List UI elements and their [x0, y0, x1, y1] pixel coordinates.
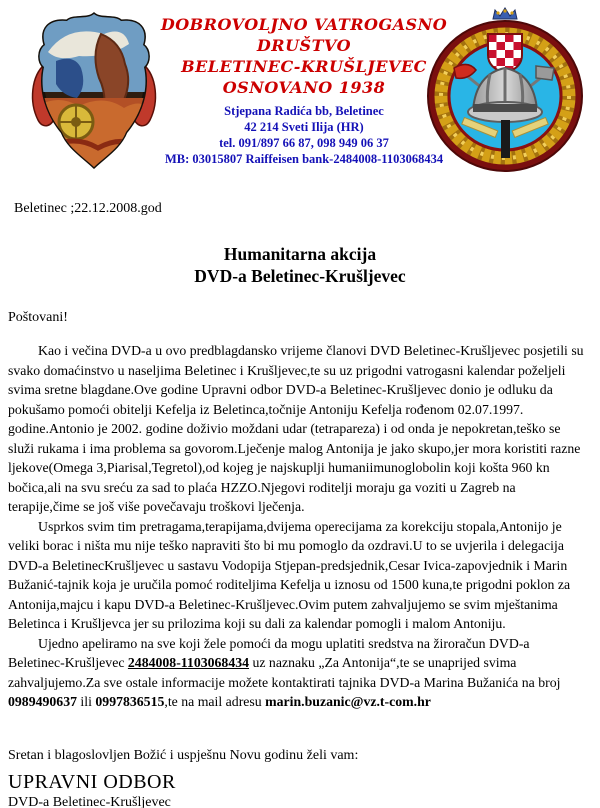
fire-brigade-crest-icon: [28, 6, 160, 174]
title-line-1: Humanitarna akcija: [223, 244, 377, 264]
appeal-text-1: Ujedno apeliramo na sve koji žele pomoći da mogu uplatiti sredstva na žiroračun DVD-a Beletinec-Krušljevec: [8, 635, 530, 670]
contact-email: marin.buzanic@vz.t-com.hr: [265, 694, 431, 709]
paragraph-donation-appeal: [8, 634, 586, 712]
bank-account-number: 2484008-1103068434: [127, 655, 250, 670]
closing-greeting: Sretan i blagoslovljen Božić i uspješnu Novu godinu želi vam:: [8, 747, 359, 763]
paragraph-calendar-visit: Kao i večina DVD-a u ovo predblagdansko vrijeme članovi DVD Beletinec-Krušljevec posjetili su svako domaćinstvo u naseljima Beletinec i Krušljevec,te su uz prigodni vatrogasni kalendar poželjeli svima sretne blagdane.Ove godine Upravni odbor DVD-a Beletinec-Krušljevec donio je odluku da pokušamo pomoći obitelji Kefelja iz Beletinca,točnije Antoniju Kefelja rođenom 02.07.1997. godine.Antonio je 2002. godine doživio moždani udar (tetrapareza) i od onda je nepokretan,teško se služi rukama i ima problema sa govorom.Lječenje malog Antonija je jako skupo,jer mora koristiti razne ljekove(Omega 3,Piarisal,Tegretol),od kojeg je najskuplji humaniimunoglobolin koji košta 960 kn bočica,ali na svu sreću za sad to plaća HZZO.Njegovi roditelji moraju ga voziti u Zagreb na terapije,čime se još više povečavaju troškovi lječenja.: [8, 343, 584, 514]
letter-title: [0, 243, 600, 287]
phone-line: tel. 091/897 66 87, 098 949 06 37: [219, 136, 389, 150]
contact-phone-2: 0997836515: [95, 694, 165, 709]
appeal-text-3: ili: [76, 694, 96, 709]
right-badge-emblem: [424, 6, 586, 174]
city-address: 42 214 Sveti Ilija (HR): [244, 120, 364, 134]
appeal-text-2: uz naznaku „Za Antonija“,te se unaprijed svima zahvaljujemo.Za sve ostale informacije možete kontaktirati tajnika DVD-a Marina Bužanića na broj: [8, 655, 561, 690]
org-name-line-1: DOBROVOLJNO VATROGASNO: [160, 15, 448, 34]
title-line-2: DVD-a Beletinec-Krušljevec: [194, 266, 406, 286]
letterhead: [0, 0, 600, 178]
org-block: [158, 14, 450, 167]
street-address: Stjepana Radića bb, Beletinec: [224, 104, 384, 118]
signature-board: UPRAVNI ODBOR: [8, 770, 176, 793]
appeal-text-4: ,te na mail adresu: [164, 694, 266, 709]
letter-body: [8, 341, 586, 712]
address-block: [158, 103, 450, 167]
firefighter-badge-icon: [424, 6, 586, 174]
signature-society: DVD-a Beletinec-Krušljevec: [8, 794, 171, 808]
salutation: Poštovani!: [8, 310, 68, 325]
paragraph-delegation: Usprkos svim tim pretragama,terapijama,dvijema operecijama za korekciju stopala,Antonijo je veliki borac i ništa mu nije teško napraviti što bi mu pomoglo da ozdravi.U to se uvjerila i delegacija DVD-a BeletinecKrušljevec u sastavu Vodopija Stjepan-predsjednik,Cesar Ivica-zapovjednik i Marin Bužanić-tajnik koja je uručila pomoć roditeljima Kefelja u iznosu od 1500 kuna,te prigodni poklon za Antonija,majcu i kapu DVD-a Beletinec-Krušljevec.Ovim putem zahvaljujemo se svim mještanima Beletinca i Krušljevca jer su prilozima koji su dali za kalendar pomogli i malom Antoniju.: [8, 518, 571, 631]
org-name-line-3: BELETINEC-KRUŠLJEVEC: [181, 57, 427, 76]
bank-line: MB: 03015807 Raiffeisen bank-2484008-1103068434: [164, 152, 444, 166]
org-founded-line: OSNOVANO 1938: [222, 78, 386, 97]
left-crest-emblem: [28, 6, 160, 174]
org-name-line-2: DRUŠTVO: [256, 36, 352, 55]
contact-phone-1: 0989490637: [8, 694, 77, 709]
date-line: Beletinec ;22.12.2008.god: [14, 201, 162, 216]
